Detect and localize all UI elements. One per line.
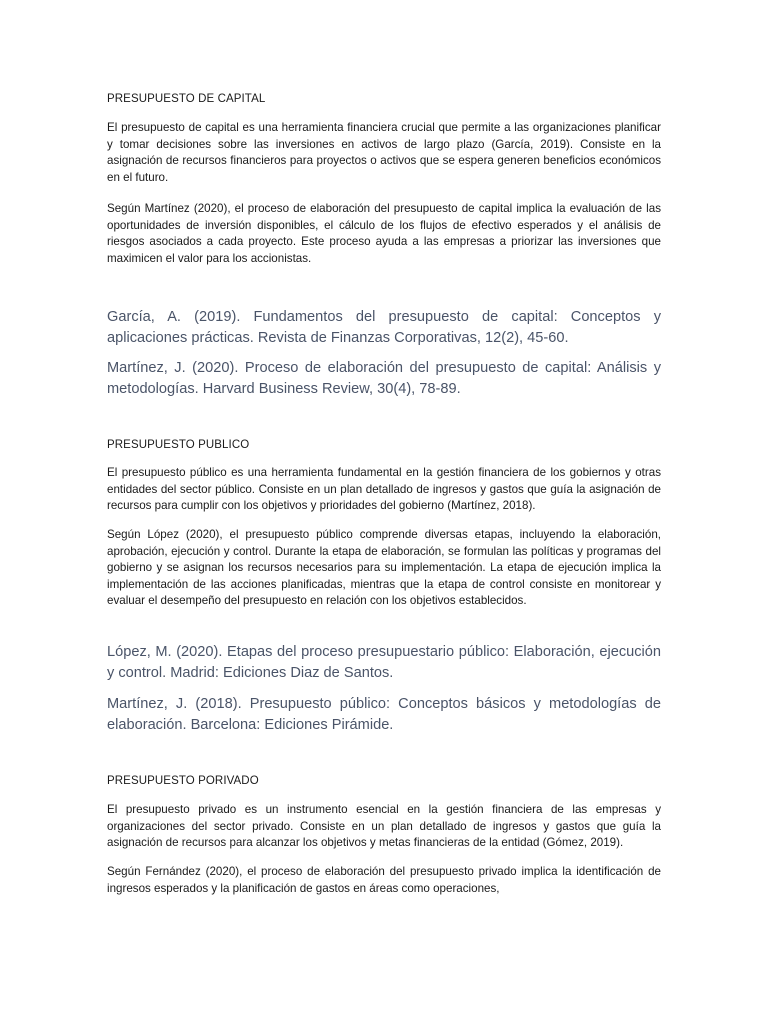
section-heading: PRESUPUESTO PORIVADO	[107, 775, 259, 787]
section-heading: PRESUPUESTO DE CAPITAL	[107, 93, 266, 105]
paragraph: El presupuesto público es una herramienta fundamental en la gestión financiera de los gobiernos y otras entidades del sector público. Consiste en un plan detallado de ingresos y gastos que guía la asignación de recursos para cumplir con los objetivos y prioridades del gobierno (Martínez, 2018).	[107, 466, 661, 512]
paragraph: Según López (2020), el presupuesto público comprende diversas etapas, incluyendo la elaboración, aprobación, ejecución y control. Durante la etapa de elaboración, se formulan las políticas y programas del gobierno y se asignan los recursos necesarios para su implementación. La etapa de ejecución implica la implementación de las acciones planificadas, mientras que la etapa de control consiste en monitorear y evaluar el desempeño del presupuesto en relación con los objetivos establecidos.	[107, 528, 661, 607]
reference: García, A. (2019). Fundamentos del presupuesto de capital: Conceptos y aplicaciones prácticas. Revista de Finanzas Corporativas, 12(2), 45-60.	[107, 309, 661, 346]
paragraph: Según Martínez (2020), el proceso de elaboración del presupuesto de capital implica la evaluación de las oportunidades de inversión disponibles, el cálculo de los flujos de efectivo esperados y el análisis de riesgos asociados a cada proyecto. Este proceso ayuda a las empresas a priorizar las inversiones que maximicen el valor para los accionistas.	[107, 202, 661, 265]
reference: López, M. (2020). Etapas del proceso presupuestario público: Elaboración, ejecución y control. Madrid: Ediciones Diaz de Santos.	[107, 644, 661, 681]
section-heading: PRESUPUESTO PUBLICO	[107, 439, 250, 451]
reference: Martínez, J. (2020). Proceso de elaboración del presupuesto de capital: Análisis y metodologías. Harvard Business Review, 30(4), 78-89.	[107, 360, 661, 397]
reference: Martínez, J. (2018). Presupuesto público: Conceptos básicos y metodologías de elaboración. Barcelona: Ediciones Pirámide.	[107, 696, 661, 733]
paragraph: El presupuesto de capital es una herramienta financiera crucial que permite a las organizaciones planificar y tomar decisiones sobre las inversiones en activos de largo plazo (García, 2019). Consiste en la asignación de recursos financieros para proyectos o activos que se espera generen beneficios económicos en el futuro.	[107, 121, 661, 184]
paragraph: Según Fernández (2020), el proceso de elaboración del presupuesto privado implica la identificación de ingresos esperados y la planificación de gastos en áreas como operaciones,	[107, 865, 661, 895]
paragraph: El presupuesto privado es un instrumento esencial en la gestión financiera de las empresas y organizaciones del sector privado. Consiste en un plan detallado de ingresos y gastos que guía la asignación de recursos para alcanzar los objetivos y metas financieras de la entidad (Gómez, 2019).	[107, 803, 661, 849]
